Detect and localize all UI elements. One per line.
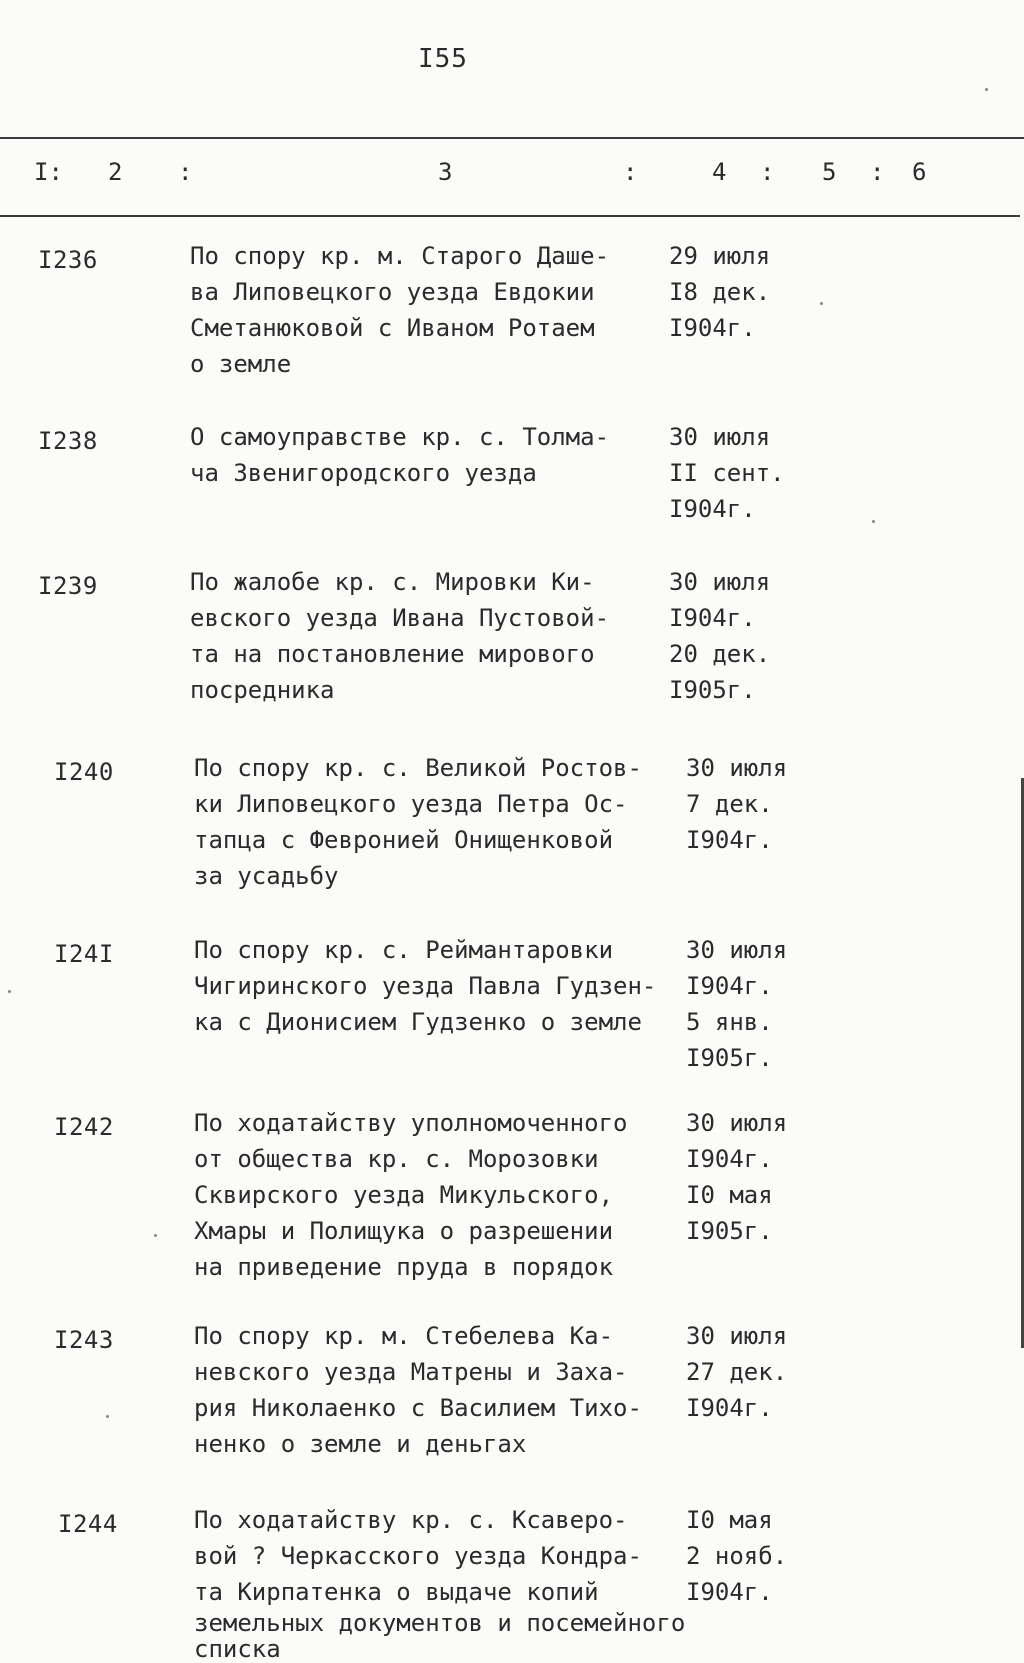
entry-description xyxy=(190,419,690,491)
scan-speck xyxy=(8,990,11,993)
description-line: евского уезда Ивана Пустовой- xyxy=(190,604,610,632)
description-line: Сквирского уезда Микульского, xyxy=(194,1181,614,1209)
date-line: 30 июля xyxy=(669,568,771,596)
entry-number: I242 xyxy=(54,1113,114,1141)
scan-speck xyxy=(985,88,988,91)
description-line: тапца с Февронией Онищенковой xyxy=(194,826,614,854)
date-line: II сент. xyxy=(669,459,785,487)
column-separator: : xyxy=(623,158,638,186)
entry-number: I236 xyxy=(38,246,98,274)
description-line: По спору кр. с. Великой Ростов- xyxy=(194,754,642,782)
column-separator: : xyxy=(870,158,885,186)
date-line: I0 мая xyxy=(686,1181,773,1209)
description-line: По жалобе кр. с. Мировки Ки- xyxy=(190,568,595,596)
description-line: Сметанюковой с Иваном Ротаем xyxy=(190,314,595,342)
scan-speck xyxy=(872,520,875,523)
date-line: 2 нояб. xyxy=(686,1542,788,1570)
header-rule-top xyxy=(0,137,1024,139)
description-line: та на постановление мирового xyxy=(190,640,595,668)
entry-description xyxy=(190,564,690,708)
column-header-3: 3 xyxy=(438,158,453,186)
entry-number: I240 xyxy=(54,758,114,786)
entry-description xyxy=(190,238,690,382)
date-line: 7 дек. xyxy=(686,790,773,818)
date-line: 30 июля xyxy=(669,423,771,451)
date-line: I905г. xyxy=(669,676,756,704)
date-line: I904г. xyxy=(669,604,756,632)
entry-dates xyxy=(686,750,826,858)
description-line: Чигиринского уезда Павла Гудзен- xyxy=(194,972,657,1000)
description-line: списка xyxy=(194,1635,281,1663)
entry-number: I238 xyxy=(38,427,98,455)
scan-speck xyxy=(106,1415,109,1418)
date-line: 30 июля xyxy=(686,1109,788,1137)
date-line: I904г. xyxy=(686,972,773,1000)
column-header-1: I: xyxy=(34,158,63,186)
date-line: I8 дек. xyxy=(669,278,771,306)
description-line: ки Липовецкого уезда Петра Ос- xyxy=(194,790,628,818)
entry-dates xyxy=(669,564,809,708)
date-line: I904г. xyxy=(669,495,756,523)
description-line: ва Липовецкого уезда Евдокии xyxy=(190,278,595,306)
column-header-6: 6 xyxy=(912,158,927,186)
entry-dates xyxy=(686,1502,826,1610)
description-line: ча Звенигородского уезда xyxy=(190,459,537,487)
entry-number: I239 xyxy=(38,572,98,600)
entry-dates xyxy=(686,932,826,1076)
date-line: I904г. xyxy=(686,826,773,854)
column-separator: : xyxy=(178,158,193,186)
entry-dates xyxy=(686,1318,826,1426)
date-line: I904г. xyxy=(686,1578,773,1606)
entry-dates xyxy=(669,419,809,527)
description-line: Хмары и Полищука о разрешении xyxy=(194,1217,614,1245)
entry-description xyxy=(194,1318,694,1462)
description-line: ка с Дионисием Гудзенко о земле xyxy=(194,1008,642,1036)
header-rule-bottom xyxy=(0,215,1020,217)
date-line: I904г. xyxy=(669,314,756,342)
entry-description xyxy=(194,750,694,894)
description-line: По спору кр. с. Реймантаровки xyxy=(194,936,614,964)
entry-dates xyxy=(686,1105,826,1249)
description-line: та Кирпатенка о выдаче копий xyxy=(194,1578,599,1606)
date-line: 20 дек. xyxy=(669,640,771,668)
entry-dates xyxy=(669,238,809,346)
scan-speck xyxy=(154,1234,157,1237)
description-line: на приведение пруда в порядок xyxy=(194,1253,614,1281)
date-line: 30 июля xyxy=(686,936,788,964)
description-line: По ходатайству кр. с. Ксаверо- xyxy=(194,1506,628,1534)
scan-speck xyxy=(820,302,823,305)
column-header-4: 4 xyxy=(712,158,727,186)
date-line: 29 июля xyxy=(669,242,771,270)
date-line: I905г. xyxy=(686,1044,773,1072)
description-line: О самоуправстве кр. с. Толма- xyxy=(190,423,610,451)
description-line: По ходатайству уполномоченного xyxy=(194,1109,628,1137)
date-line: 30 июля xyxy=(686,754,788,782)
description-line: о земле xyxy=(190,350,292,378)
column-separator: : xyxy=(760,158,775,186)
date-line: I904г. xyxy=(686,1145,773,1173)
description-line: от общества кр. с. Морозовки xyxy=(194,1145,599,1173)
entry-number: I244 xyxy=(58,1510,118,1538)
column-header-2: 2 xyxy=(108,158,123,186)
date-line: 27 дек. xyxy=(686,1358,788,1386)
date-line: I904г. xyxy=(686,1394,773,1422)
description-line: за усадьбу xyxy=(194,862,339,890)
date-line: I0 мая xyxy=(686,1506,773,1534)
date-line: 30 июля xyxy=(686,1322,788,1350)
description-line: невского уезда Матрены и Заха- xyxy=(194,1358,628,1386)
entry-description xyxy=(194,1105,694,1285)
page-number: I55 xyxy=(418,44,468,74)
description-line: посредника xyxy=(190,676,335,704)
description-line: По спору кр. м. Старого Даше- xyxy=(190,242,610,270)
description-line: земельных документов и посемейного xyxy=(194,1609,686,1637)
entry-description xyxy=(194,1502,754,1662)
description-line: По спору кр. м. Стебелева Ка- xyxy=(194,1322,614,1350)
entry-number: I24I xyxy=(54,940,114,968)
column-header-5: 5 xyxy=(822,158,837,186)
date-line: I905г. xyxy=(686,1217,773,1245)
entry-description xyxy=(194,932,694,1040)
date-line: 5 янв. xyxy=(686,1008,773,1036)
description-line: вой ? Черкасского уезда Кондра- xyxy=(194,1542,642,1570)
description-line: рия Николаенко с Василием Тихо- xyxy=(194,1394,642,1422)
entry-number: I243 xyxy=(54,1326,114,1354)
description-line: ненко о земле и деньгах xyxy=(194,1430,527,1458)
